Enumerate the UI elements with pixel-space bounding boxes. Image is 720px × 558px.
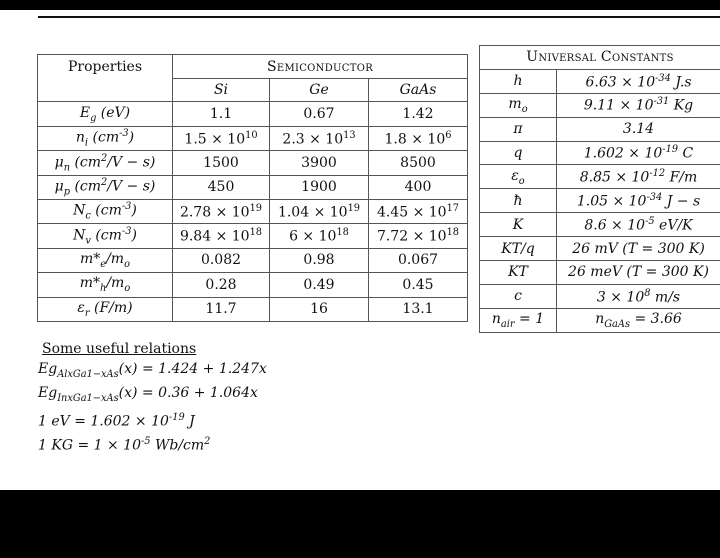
property-value: 400 — [369, 175, 468, 199]
constant-value: 26 meV (T = 300 K) — [557, 261, 720, 285]
property-value: $2.3 \times 10^{13}$ — [270, 126, 369, 150]
property-label: $N_v$ $(cm^{-3})$ — [38, 224, 173, 248]
constant-symbol: ħ — [480, 189, 557, 213]
property-value: $7.72 \times 10^{18}$ — [369, 224, 468, 248]
property-value: 0.082 — [173, 248, 270, 272]
property-value: $2.78 \times 10^{19}$ — [173, 199, 270, 223]
semiconductor-properties-table — [37, 54, 468, 322]
property-label: $E_g$ (eV) — [38, 102, 173, 126]
table-row — [38, 297, 468, 321]
property-value: 1.1 — [173, 102, 270, 126]
relation-item: 1 KG = $1 \times 10^{-5}$ $Wb/cm^2$ — [38, 436, 211, 454]
property-value: $4.45 \times 10^{17}$ — [369, 199, 468, 223]
table-row — [38, 102, 468, 126]
document-page — [0, 10, 720, 490]
property-label: $\mu_n$ $(cm^2/V - s)$ — [38, 151, 173, 175]
relations-title: Some useful relations — [42, 341, 197, 357]
constant-value: $n_{GaAs} = 3.66$ — [557, 308, 720, 332]
constant-value: $6.63 \times 10^{-34}$ J.s — [557, 69, 720, 93]
table-row — [480, 117, 720, 141]
property-label: $N_c$ $(cm^{-3})$ — [38, 199, 173, 223]
property-label: $\mu_p$ $(cm^2/V - s)$ — [38, 175, 173, 199]
constant-symbol: $\varepsilon_o$ — [480, 165, 557, 189]
constant-value: $1.602 \times 10^{-19}$ C — [557, 141, 720, 165]
constant-symbol: π — [480, 117, 557, 141]
table-row — [480, 284, 720, 308]
constant-symbol: KT/q — [480, 237, 557, 261]
table-row — [38, 199, 468, 223]
header-ge: Ge — [270, 79, 369, 102]
table-row — [480, 213, 720, 237]
property-value: 13.1 — [369, 297, 468, 321]
constant-symbol: h — [480, 69, 557, 93]
property-value: 0.49 — [270, 273, 369, 297]
property-value: 1900 — [270, 175, 369, 199]
header-si: Si — [173, 79, 270, 102]
constant-value: $9.11 \times 10^{-31}$ Kg — [557, 93, 720, 117]
constant-symbol: K — [480, 213, 557, 237]
property-value: 11.7 — [173, 297, 270, 321]
table-row — [480, 69, 720, 93]
relation-item: $Eg_{InxGa1-xAs}(x) = 0.36 + 1.064x$ — [38, 384, 258, 404]
constant-symbol: $m_o$ — [480, 93, 557, 117]
table-row — [38, 224, 468, 248]
constant-value: $1.05 \times 10^{-34}$ J − s — [557, 189, 720, 213]
property-value: 0.67 — [270, 102, 369, 126]
relation-item: 1 eV = $1.602 \times 10^{-19}$ J — [38, 412, 195, 430]
property-value: 0.28 — [173, 273, 270, 297]
constant-symbol: c — [480, 284, 557, 308]
property-label: $\varepsilon_r$ (F/m) — [38, 297, 173, 321]
header-universal-constants: Universal Constants — [480, 46, 720, 70]
property-value: 450 — [173, 175, 270, 199]
table-row — [480, 308, 720, 332]
header-properties: Properties — [38, 55, 173, 102]
table-row — [38, 175, 468, 199]
constant-value: $8.85 \times 10^{-12}$ F/m — [557, 165, 720, 189]
property-label: $m*_e/m_o$ — [38, 248, 173, 272]
header-semiconductor: Semiconductor — [173, 55, 468, 79]
constant-symbol: KT — [480, 261, 557, 285]
useful-relations — [38, 340, 267, 456]
relation-item: $Eg_{AlxGa1-xAs}(x) = 1.424 + 1.247x$ — [38, 360, 267, 380]
table-row — [480, 93, 720, 117]
table-row — [480, 261, 720, 285]
property-value: 3900 — [270, 151, 369, 175]
property-value: 0.067 — [369, 248, 468, 272]
top-rule — [38, 16, 720, 18]
table-row — [480, 165, 720, 189]
table-row — [480, 237, 720, 261]
constant-symbol: q — [480, 141, 557, 165]
property-value: $9.84 \times 10^{18}$ — [173, 224, 270, 248]
table-row — [38, 273, 468, 297]
property-value: $1.04 \times 10^{19}$ — [270, 199, 369, 223]
property-value: $1.5 \times 10^{10}$ — [173, 126, 270, 150]
property-value: 1.42 — [369, 102, 468, 126]
table-row — [480, 141, 720, 165]
property-value: 1500 — [173, 151, 270, 175]
constant-value: $8.6 \times 10^{-5}$ eV/K — [557, 213, 720, 237]
table-row — [38, 151, 468, 175]
property-label: $m*_h/m_o$ — [38, 273, 173, 297]
property-value: 16 — [270, 297, 369, 321]
table-row — [38, 248, 468, 272]
constant-value: $3 \times 10^8$ m/s — [557, 284, 720, 308]
property-label: $n_i$ $(cm^{-3})$ — [38, 126, 173, 150]
constant-value: 3.14 — [557, 117, 720, 141]
table-row — [480, 189, 720, 213]
header-gaas: GaAs — [369, 79, 468, 102]
constant-value: 26 mV (T = 300 K) — [557, 237, 720, 261]
property-value: 8500 — [369, 151, 468, 175]
property-value: $6 \times 10^{18}$ — [270, 224, 369, 248]
property-value: 0.45 — [369, 273, 468, 297]
universal-constants-table — [479, 45, 720, 333]
property-value: 0.98 — [270, 248, 369, 272]
table-row — [38, 126, 468, 150]
property-value: $1.8 \times 10^6$ — [369, 126, 468, 150]
constant-symbol: $n_{air} = 1$ — [480, 308, 557, 332]
